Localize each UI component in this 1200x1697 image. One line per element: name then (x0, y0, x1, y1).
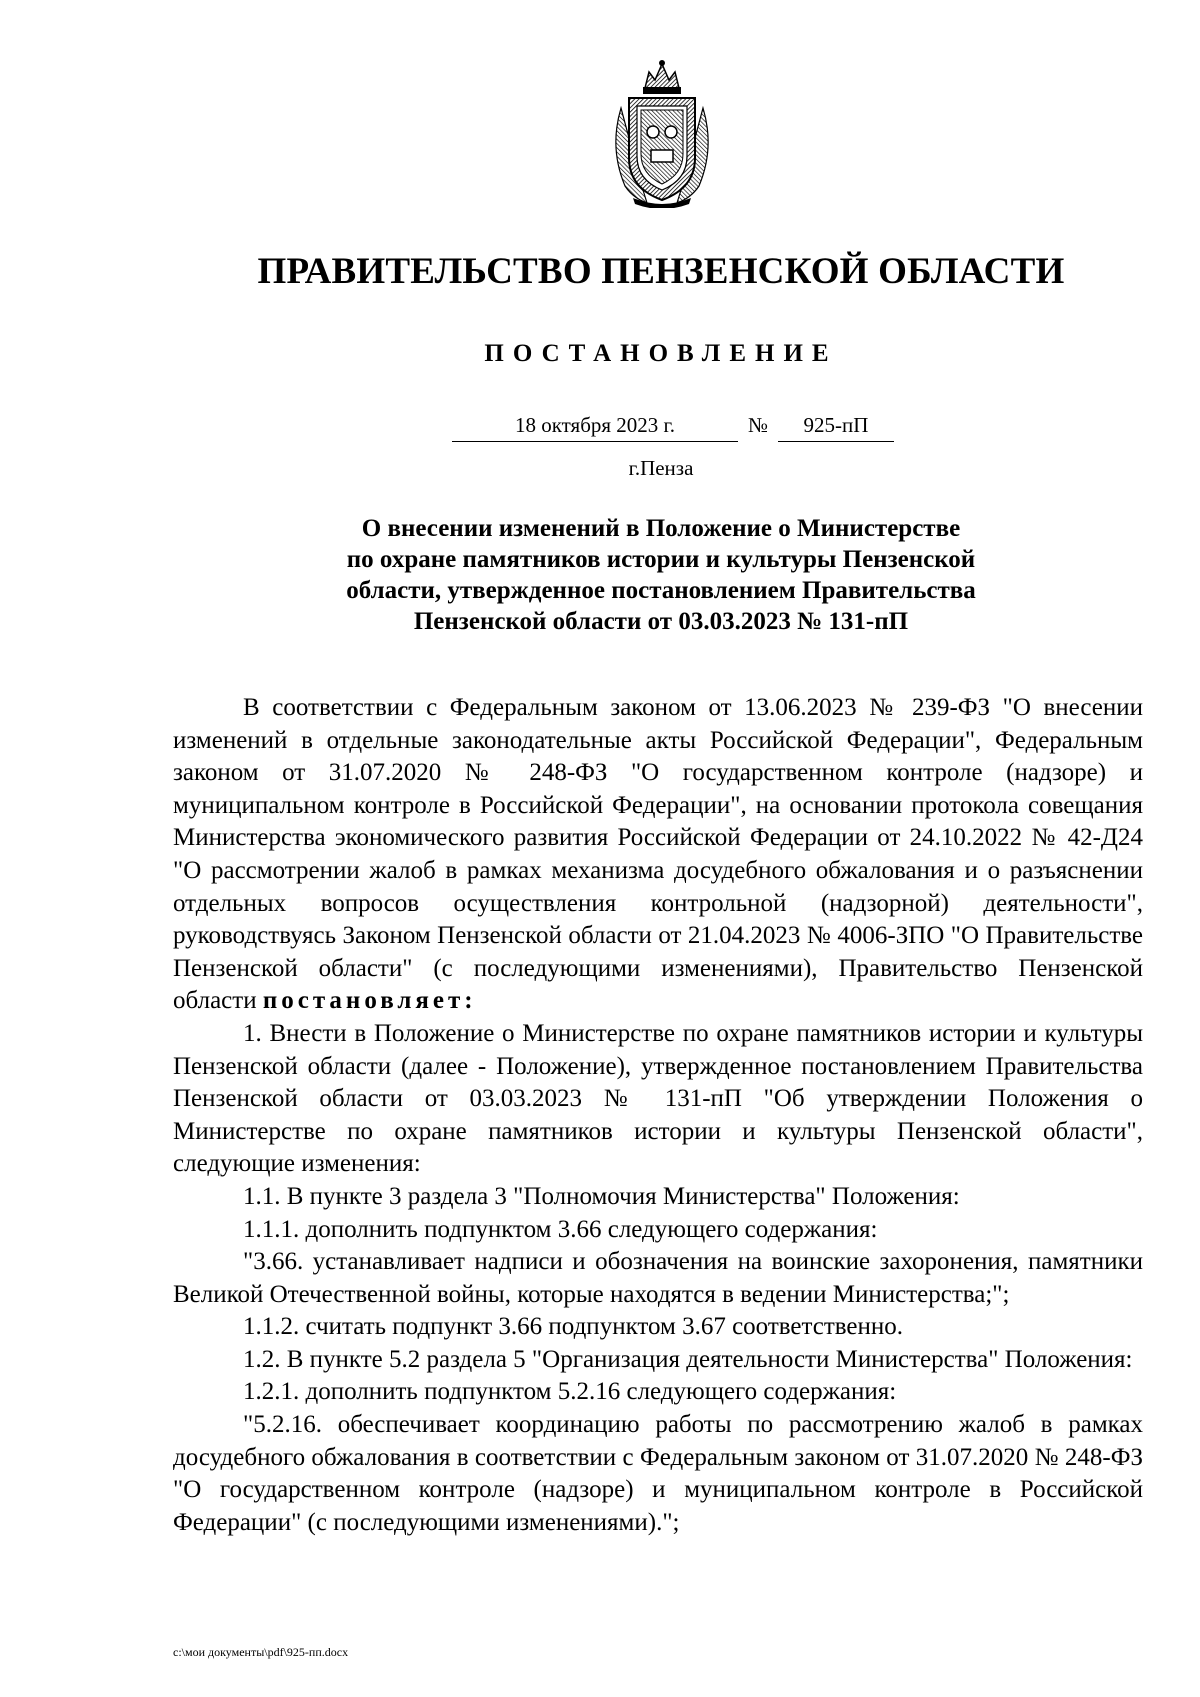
subject-line: области, утвержденное постановлением Правительства (346, 577, 976, 604)
decree-number: 925-пП (778, 413, 894, 442)
decree-subject (0, 513, 1200, 637)
subject-line: Пензенской области от 03.03.2023 № 131-пП (413, 608, 909, 635)
city: г.Пенза (628, 456, 694, 480)
decree-word: постановляет: (262, 987, 477, 1015)
decree-body (173, 692, 1143, 1539)
body-paragraph: 1.2.1. дополнить подпунктом 5.2.16 следующего содержания: (243, 1378, 897, 1406)
body-paragraph: 1.1.1. дополнить подпунктом 3.66 следующего содержания: (243, 1215, 878, 1243)
document-type: ПОСТАНОВЛЕНИЕ (484, 340, 838, 367)
body-paragraph: 1.1.2. считать подпункт 3.66 подпунктом 3.67 соответственно. (243, 1313, 904, 1341)
preamble-paragraph (173, 692, 1143, 1018)
body-paragraph: "3.66. устанавливает надписи и обозначения на воинские захоронения, памятники Великой Отечественной войны, которые находятся в ведении Министерства;"; (173, 1248, 1143, 1308)
decree-date: 18 октября 2023 г. (452, 413, 738, 442)
file-path-footer: c:\мои документы\pdf\925-пп.docx (173, 1645, 349, 1659)
body-paragraph: 1. Внести в Положение о Министерстве по охране памятников истории и культуры Пензенской области (далее - Положение), утвержденное постановлением Правительства Пензенской области от 03.03.2023 № 131-пП "Об утверждении Положения о Министерстве по охране памятников истории и культуры Пензенской области", следующие изменения: (173, 1019, 1143, 1178)
body-paragraph: 1.1. В пункте 3 раздела 3 "Полномочия Министерства" Положения: (243, 1182, 960, 1210)
body-paragraph: "5.2.16. обеспечивает координацию работы по рассмотрению жалоб в рамках досудебного обжалования в соответствии с Федеральным законом от 31.07.2020 № 248-ФЗ "О государственном контроле (надзоре) и муниципальном контроле в Российской Федерации" (с последующими изменениями)."; (173, 1411, 1143, 1536)
number-sign: № (748, 413, 769, 437)
government-title: ПРАВИТЕЛЬСТВО ПЕНЗЕНСКОЙ ОБЛАСТИ (257, 251, 1065, 292)
body-paragraph: 1.2. В пункте 5.2 раздела 5 "Организация деятельности Министерства" Положения: (243, 1345, 1133, 1373)
subject-line: О внесении изменений в Положение о Министерстве (361, 515, 961, 542)
coat-of-arms-emblem-icon (603, 58, 721, 208)
subject-line: по охране памятников истории и культуры Пензенской (346, 546, 976, 573)
preamble-text: В соответствии с Федеральным законом от 13.06.2023 № 239-ФЗ "О внесении изменений в отдельные законодательные акты Российской Федерации", Федеральным законом от 31.07.2020 № 248-ФЗ "О государственном контроле (надзоре) и муниципальном контроле в Российской Федерации", на основании протокола совещания Министерства экономического развития Российской Федерации от 24.10.2022 № 42-Д24 "О рассмотрении жалоб в рамках механизма досудебного обжалования и о разъяснении отдельных вопросов осуществления контрольной (надзорной) деятельности", руководствуясь Законом Пензенской области от 21.04.2023 № 4006-ЗПО "О Правительстве Пензенской области" (с последующими изменениями), Правительство Пензенской области (173, 694, 1143, 1015)
